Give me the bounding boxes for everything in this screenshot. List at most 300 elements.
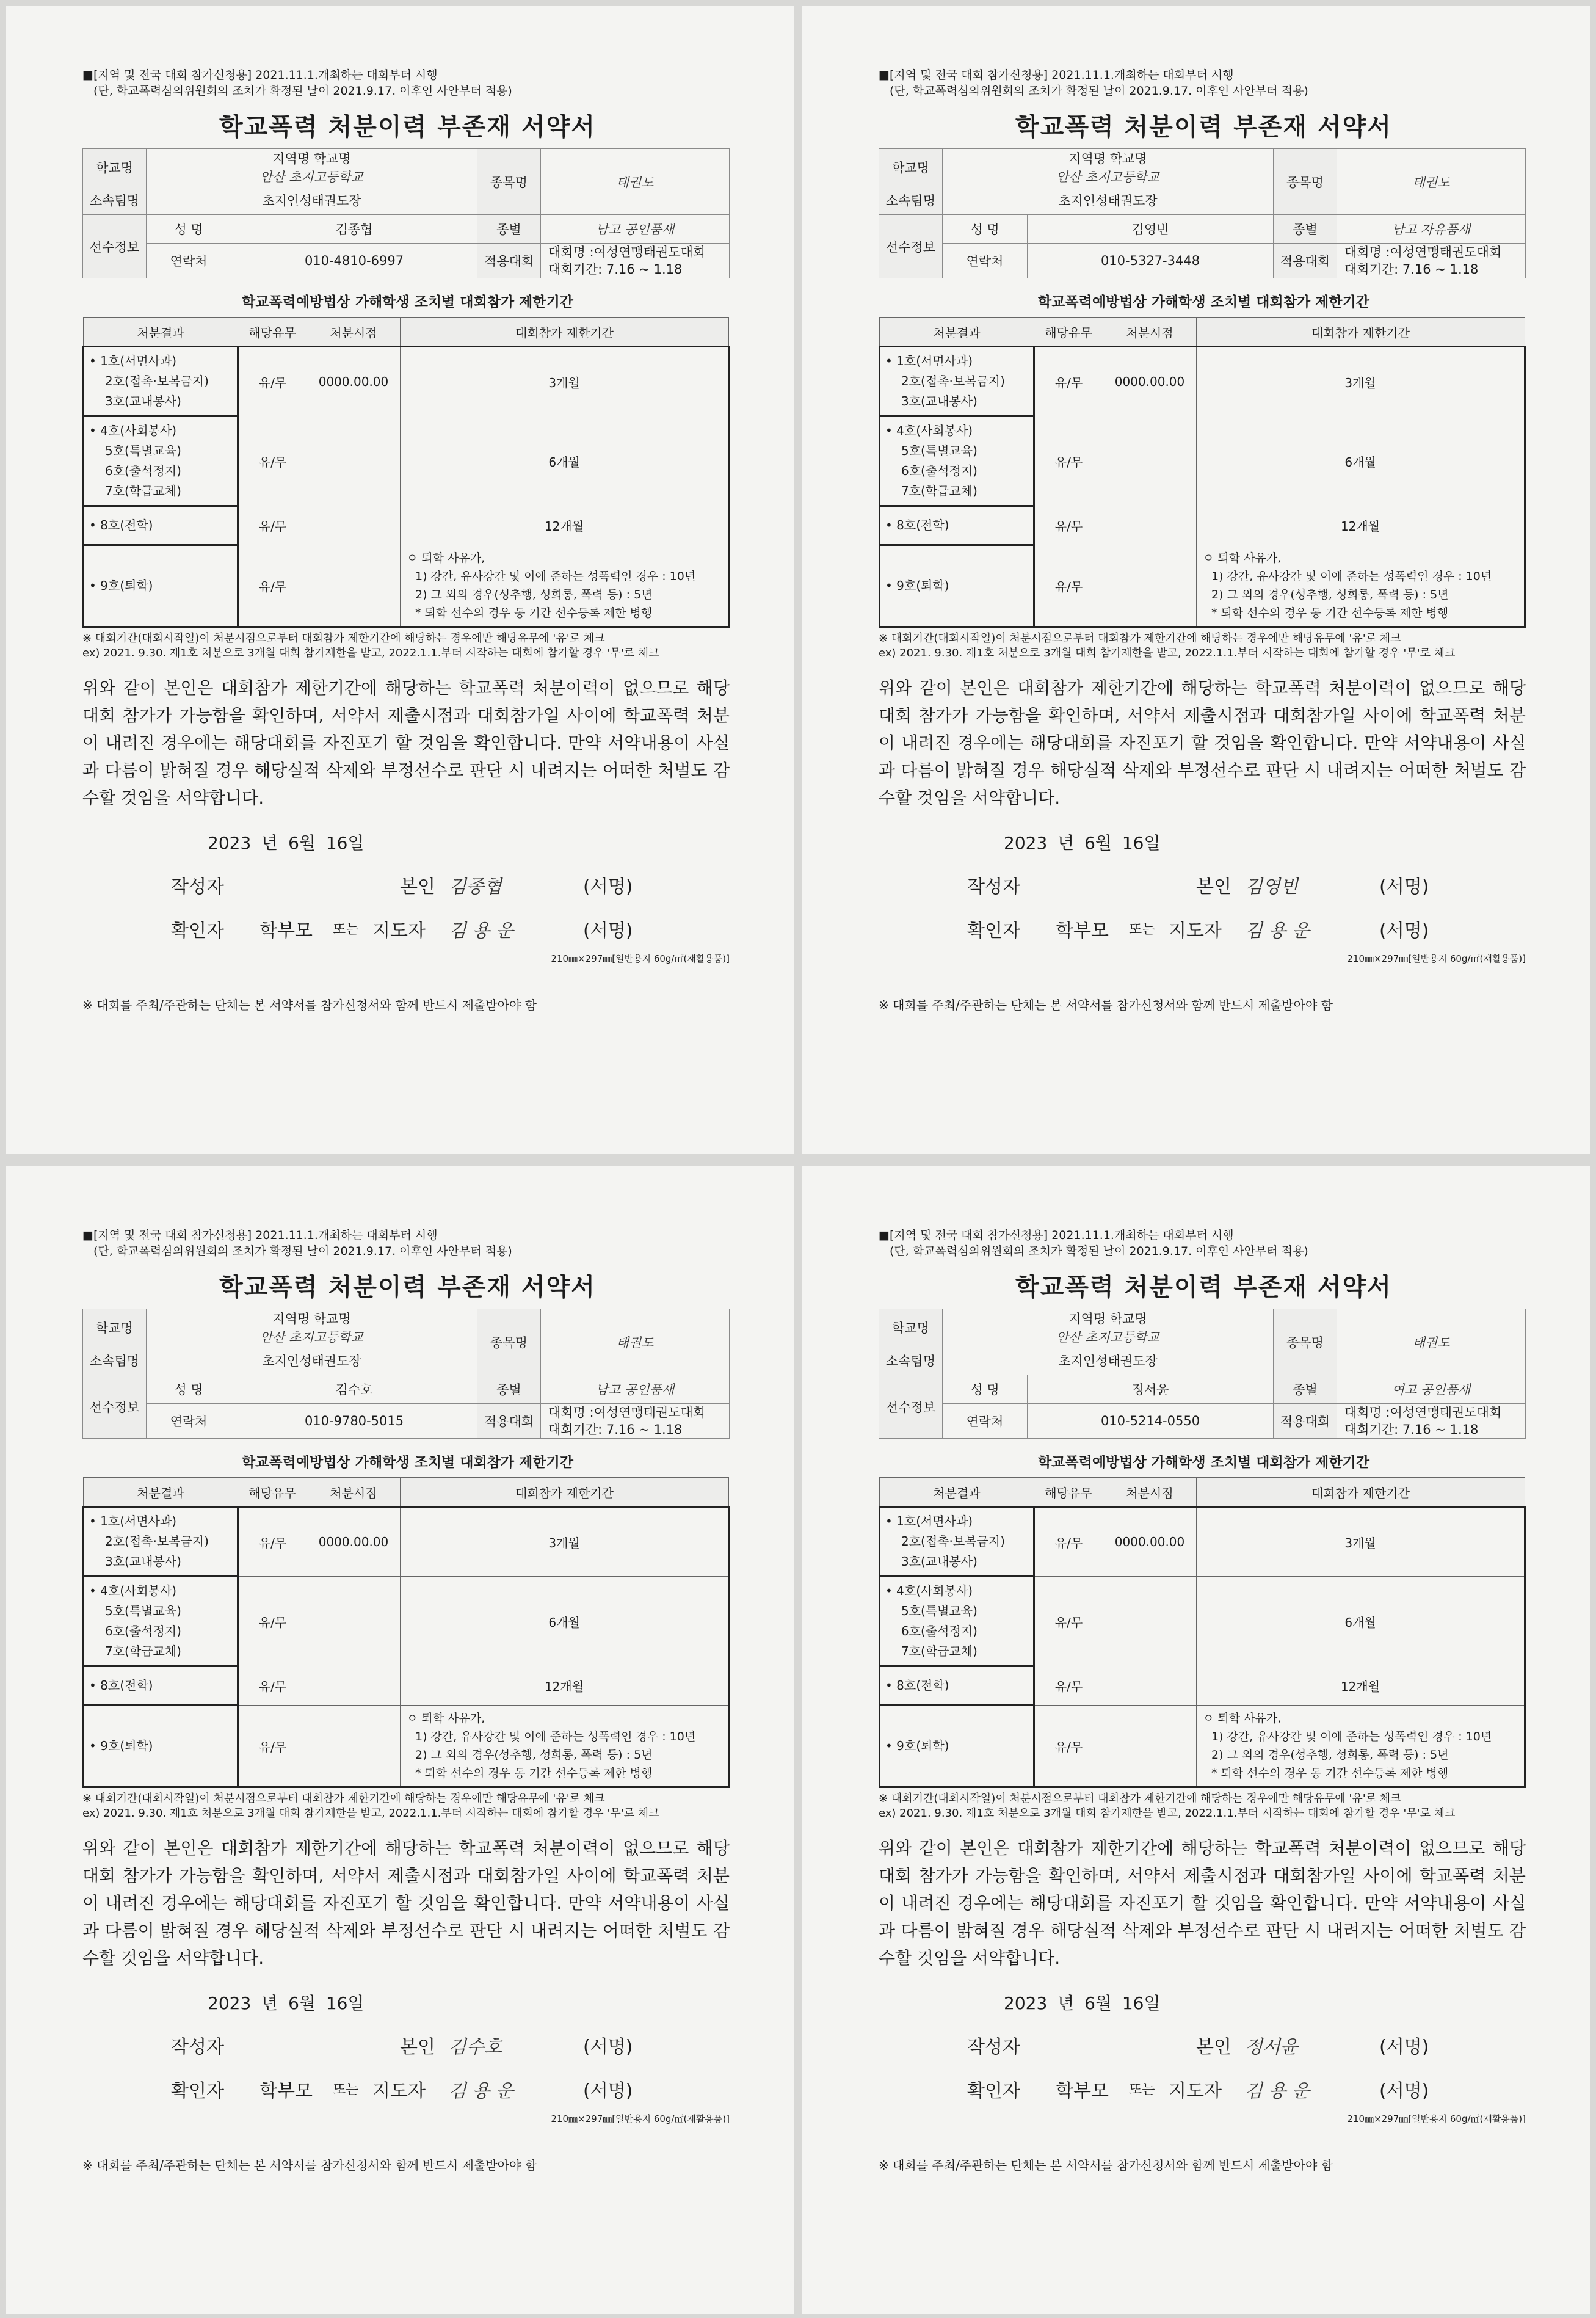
paper-spec: 210㎜×297㎜[일반용지 60g/㎡(재활용품)] (1347, 953, 1526, 964)
form-header (879, 1227, 1529, 1259)
disposition-codes (880, 545, 1034, 627)
form-footer: ※ 대회를 주최/주관하는 단체는 본 서약서를 참가신청서와 함께 반드시 제출받아야 함 (82, 998, 537, 1012)
disposition-date (307, 416, 401, 506)
sign-label: (서명) (1379, 876, 1429, 898)
competition-value (541, 1404, 730, 1439)
restriction-period: 3개월 (401, 1507, 729, 1577)
school-value (943, 149, 1274, 186)
writer-label: 작성자 (171, 876, 224, 898)
self-signature: 김수호 (449, 2036, 502, 2058)
restriction-period: 6개월 (1197, 1577, 1525, 1666)
school-line2: 안산 초지고등학교 (260, 170, 363, 184)
category-label: 종별 (1274, 215, 1337, 244)
event-label: 종목명 (1274, 149, 1337, 215)
expulsion-line: * 퇴학 선수의 경우 동 기간 선수등록 제한 병행 (1211, 606, 1449, 620)
disposition-codes (84, 1666, 238, 1706)
note-line: ※ 대회기간(대회시작일)이 처분시점으로부터 대회참가 제한기간에 해당하는 경우에만 해당유무에 '유'로 체크 (82, 632, 605, 645)
team-value: 초지인성태권도장 (147, 186, 477, 215)
contact-label: 연락처 (943, 244, 1028, 278)
expulsion-restriction (1197, 1706, 1525, 1787)
competition-value (541, 244, 730, 278)
pledge-body: 위와 같이 본인은 대회참가 제한기간에 해당하는 학교폭력 처분이력이 없으므로 해당 대회 참가가 가능함을 확인하며, 서약서 제출시점과 대회참가일 사이에 학교폭력 처분이 내려진 경우에는 해당대회를 자진포기 할 것임을 확인합니다. 만약 서약내용이 사실과 다름이 밝혀질 경우 해당실적 삭제와 부정선수로 판단 시 내려지는 어떠한 처벌도 감수할 것임을 서약합니다. (879, 678, 1526, 808)
coach-label: 지도자 (1169, 2080, 1222, 2102)
table-note (82, 1792, 733, 1821)
name-label: 성 명 (943, 215, 1028, 244)
expulsion-line: 1) 강간, 유사강간 및 이에 준하는 성폭력인 경우 : 10년 (1211, 1730, 1492, 1743)
header-line2: (단, 학교폭력심의위원회의 조치가 확정된 날이 2021.9.17. 이후인 사안부터 적용) (890, 1244, 1308, 1258)
applicable-check: 유/무 (1034, 1577, 1103, 1666)
disposition-codes (880, 1706, 1034, 1787)
disposition-table-title: 학교폭력예방법상 가해학생 조치별 대회참가 제한기간 (241, 1455, 574, 1470)
table-row (84, 506, 729, 545)
table-row (880, 1577, 1525, 1666)
table-row (880, 1706, 1525, 1787)
expulsion-restriction (401, 1706, 729, 1787)
form-header (82, 67, 733, 99)
competition-name: 대회명 :여성연맹태권도대회 (1344, 1405, 1502, 1420)
header-line1: ■[지역 및 전국 대회 참가신청용] 2021.11.1.개최하는 대회부터 시행 (879, 1229, 1234, 1242)
code-item: • 9호(퇴학) (885, 1738, 949, 1753)
competition-value (1337, 244, 1526, 278)
contact-value: 010-5327-3448 (1028, 244, 1274, 278)
applicable-check: 유/무 (1034, 347, 1103, 416)
disposition-date (1103, 1706, 1197, 1787)
parent-label: 학부모 (259, 2080, 313, 2102)
form-title: 학교폭력 처분이력 부존재 서약서 (1015, 113, 1392, 141)
col-header: 처분시점 (1103, 318, 1197, 347)
applicable-check: 유/무 (238, 1666, 307, 1706)
restriction-period: 6개월 (401, 1577, 729, 1666)
restriction-period: 3개월 (1197, 347, 1525, 416)
code-item: • 9호(퇴학) (89, 1738, 153, 1753)
team-label: 소속팀명 (879, 186, 943, 215)
self-label: 본인 (400, 2036, 435, 2058)
code-item: 7호(학급교체) (901, 484, 978, 498)
confirmer-label: 확인자 (171, 920, 224, 942)
table-row (84, 416, 729, 506)
table-row (84, 1666, 729, 1706)
team-label: 소속팀명 (83, 186, 147, 215)
disposition-codes (880, 1666, 1034, 1706)
school-line1: 지역명 학교명 (272, 151, 351, 166)
table-row (880, 416, 1525, 506)
team-value: 초지인성태권도장 (943, 186, 1274, 215)
name-label: 성 명 (147, 215, 231, 244)
table-row (880, 506, 1525, 545)
restriction-period: 6개월 (1197, 416, 1525, 506)
disposition-date: 0000.00.00 (1103, 1507, 1197, 1577)
restriction-period: 3개월 (1197, 1507, 1525, 1577)
code-item: 2호(접촉·보복금지) (105, 374, 209, 388)
code-item: • 8호(전학) (885, 1678, 949, 1693)
contact-label: 연락처 (147, 244, 231, 278)
or-label: 또는 (333, 922, 359, 937)
applicable-check: 유/무 (238, 506, 307, 545)
school-line1: 지역명 학교명 (1068, 151, 1147, 166)
coach-signature: 김 용 운 (449, 2080, 514, 2102)
pledge-form (6, 6, 794, 1154)
col-header: 처분시점 (1103, 1478, 1197, 1507)
team-label: 소속팀명 (879, 1346, 943, 1375)
competition-label: 적용대회 (1274, 1404, 1337, 1439)
coach-label: 지도자 (1169, 920, 1222, 942)
disposition-date: 0000.00.00 (307, 347, 401, 416)
note-line: ※ 대회기간(대회시작일)이 처분시점으로부터 대회참가 제한기간에 해당하는 경우에만 해당유무에 '유'로 체크 (879, 632, 1401, 645)
note-line: ※ 대회기간(대회시작일)이 처분시점으로부터 대회참가 제한기간에 해당하는 경우에만 해당유무에 '유'로 체크 (879, 1792, 1401, 1805)
form-header (879, 67, 1529, 99)
note-line: ex) 2021. 9.30. 제1호 처분으로 3개월 대회 참가제한을 받고, 2022.1.1.부터 시작하는 대회에 참가할 경우 '무'로 체크 (879, 1807, 1456, 1820)
disposition-date (1103, 416, 1197, 506)
competition-name: 대회명 :여성연맹태권도대회 (548, 1405, 706, 1420)
col-header: 처분결과 (880, 318, 1034, 347)
applicable-check: 유/무 (1034, 545, 1103, 627)
disposition-table (82, 317, 730, 628)
table-row (880, 1666, 1525, 1706)
competition-name: 대회명 :여성연맹태권도대회 (1344, 245, 1502, 260)
code-item: • 1호(서면사과) (89, 1514, 177, 1528)
contact-label: 연락처 (147, 1404, 231, 1439)
code-item: 6호(출석정지) (105, 1624, 181, 1638)
school-value (147, 149, 477, 186)
table-row (84, 1507, 729, 1577)
athlete-info-label: 선수정보 (83, 1375, 147, 1439)
self-signature: 정서윤 (1245, 2036, 1298, 2058)
code-item: 7호(학급교체) (105, 484, 181, 498)
category-label: 종별 (1274, 1375, 1337, 1404)
parent-label: 학부모 (1056, 2080, 1109, 2102)
disposition-table (879, 1477, 1526, 1788)
school-label: 학교명 (83, 1309, 147, 1346)
category-label: 종별 (477, 215, 541, 244)
disposition-date (1103, 1577, 1197, 1666)
school-value (147, 1309, 477, 1346)
confirmer-row (82, 915, 733, 942)
restriction-period: 12개월 (1197, 1666, 1525, 1706)
code-item: • 1호(서면사과) (885, 354, 973, 368)
sign-label: (서명) (583, 920, 633, 942)
competition-period: 대회기간: 7.16 ~ 1.18 (548, 262, 683, 277)
athlete-name: 정서윤 (1028, 1375, 1274, 1404)
expulsion-line: ㅇ 퇴학 사유가, (1203, 1712, 1282, 1725)
table-row (84, 545, 729, 627)
table-note (879, 1792, 1529, 1821)
disposition-table-title: 학교폭력예방법상 가해학생 조치별 대회참가 제한기간 (1037, 294, 1370, 310)
code-item: 6호(출석정지) (901, 463, 978, 478)
disposition-date: 0000.00.00 (307, 1507, 401, 1577)
col-header: 해당유무 (238, 1478, 307, 1507)
contact-value: 010-5214-0550 (1028, 1404, 1274, 1439)
disposition-codes (84, 545, 238, 627)
coach-label: 지도자 (372, 2080, 426, 2102)
disposition-codes (84, 1507, 238, 1577)
applicable-check: 유/무 (1034, 1706, 1103, 1787)
expulsion-line: ㅇ 퇴학 사유가, (407, 1712, 485, 1725)
code-item: • 1호(서면사과) (89, 354, 177, 368)
form-footer: ※ 대회를 주최/주관하는 단체는 본 서약서를 참가신청서와 함께 반드시 제출받아야 함 (879, 998, 1333, 1012)
code-item: 3호(교내봉사) (105, 394, 181, 409)
contact-value: 010-9780-5015 (231, 1404, 477, 1439)
header-line1: ■[지역 및 전국 대회 참가신청용] 2021.11.1.개최하는 대회부터 시행 (82, 1229, 438, 1242)
event-value: 태권도 (1337, 1309, 1526, 1375)
code-item: 6호(출석정지) (105, 463, 181, 478)
disposition-codes (84, 1577, 238, 1666)
expulsion-line: 1) 강간, 유사강간 및 이에 준하는 성폭력인 경우 : 10년 (1211, 570, 1492, 583)
header-line1: ■[지역 및 전국 대회 참가신청용] 2021.11.1.개최하는 대회부터 시행 (879, 68, 1234, 82)
disposition-date (307, 1666, 401, 1706)
info-table (879, 148, 1526, 278)
col-header: 처분시점 (307, 1478, 401, 1507)
restriction-period: 3개월 (401, 347, 729, 416)
sign-label: (서명) (1379, 920, 1429, 942)
expulsion-restriction (1197, 545, 1525, 627)
writer-label: 작성자 (967, 876, 1020, 898)
restriction-period: 12개월 (401, 506, 729, 545)
disposition-table (879, 317, 1526, 628)
code-item: 2호(접촉·보복금지) (105, 1534, 209, 1549)
code-item: • 9호(퇴학) (89, 578, 153, 593)
team-value: 초지인성태권도장 (943, 1346, 1274, 1375)
competition-label: 적용대회 (1274, 244, 1337, 278)
or-label: 또는 (1129, 922, 1155, 937)
pledge-form (802, 1166, 1590, 2314)
form-footer: ※ 대회를 주최/주관하는 단체는 본 서약서를 참가신청서와 함께 반드시 제출받아야 함 (879, 2158, 1333, 2173)
code-item: 5호(특별교육) (105, 1604, 181, 1618)
expulsion-line: 1) 강간, 유사강간 및 이에 준하는 성폭력인 경우 : 10년 (415, 570, 696, 583)
disposition-codes (880, 416, 1034, 506)
parent-label: 학부모 (1056, 920, 1109, 942)
school-line2: 안산 초지고등학교 (1056, 1330, 1159, 1345)
disposition-codes (84, 416, 238, 506)
competition-period: 대회기간: 7.16 ~ 1.18 (1344, 1422, 1479, 1437)
disposition-codes (880, 347, 1034, 416)
confirmer-row (879, 2076, 1529, 2102)
col-header: 대회참가 제한기간 (401, 1478, 729, 1507)
info-table (879, 1309, 1526, 1439)
team-value: 초지인성태권도장 (147, 1346, 477, 1375)
code-item: • 8호(전학) (89, 1678, 153, 1693)
applicable-check: 유/무 (238, 416, 307, 506)
applicable-check: 유/무 (1034, 1666, 1103, 1706)
paper-spec: 210㎜×297㎜[일반용지 60g/㎡(재활용품)] (551, 2113, 730, 2124)
coach-signature: 김 용 운 (1245, 2080, 1310, 2102)
school-value (943, 1309, 1274, 1346)
col-header: 대회참가 제한기간 (401, 318, 729, 347)
confirmer-row (879, 915, 1529, 942)
expulsion-line: * 퇴학 선수의 경우 동 기간 선수등록 제한 병행 (1211, 1767, 1449, 1780)
school-label: 학교명 (879, 1309, 943, 1346)
writer-row (82, 2032, 733, 2058)
self-signature: 김종협 (449, 876, 502, 898)
col-header: 대회참가 제한기간 (1197, 1478, 1525, 1507)
note-line: ex) 2021. 9.30. 제1호 처분으로 3개월 대회 참가제한을 받고, 2022.1.1.부터 시작하는 대회에 참가할 경우 '무'로 체크 (82, 647, 659, 659)
disposition-codes (880, 506, 1034, 545)
col-header: 처분결과 (84, 1478, 238, 1507)
event-value: 태권도 (1337, 149, 1526, 215)
table-note (879, 631, 1529, 661)
category-value: 남고 공인품새 (541, 215, 730, 244)
expulsion-line: ㅇ 퇴학 사유가, (407, 551, 485, 565)
restriction-period: 6개월 (401, 416, 729, 506)
disposition-date (307, 545, 401, 627)
applicable-check: 유/무 (1034, 506, 1103, 545)
team-label: 소속팀명 (83, 1346, 147, 1375)
expulsion-line: 2) 그 외의 경우(성추행, 성희롱, 폭력 등) : 5년 (415, 588, 653, 601)
expulsion-line: 2) 그 외의 경우(성추행, 성희롱, 폭력 등) : 5년 (1211, 588, 1449, 601)
code-item: 7호(학급교체) (901, 1644, 978, 1659)
contact-label: 연락처 (943, 1404, 1028, 1439)
confirmer-label: 확인자 (967, 920, 1020, 942)
code-item: • 4호(사회봉사) (885, 423, 973, 438)
writer-label: 작성자 (171, 2036, 224, 2058)
col-header: 해당유무 (1034, 1478, 1103, 1507)
applicable-check: 유/무 (1034, 416, 1103, 506)
sign-label: (서명) (583, 2036, 633, 2058)
competition-label: 적용대회 (477, 1404, 541, 1439)
expulsion-line: 2) 그 외의 경우(성추행, 성희롱, 폭력 등) : 5년 (1211, 1748, 1449, 1762)
restriction-period: 12개월 (1197, 506, 1525, 545)
code-item: 7호(학급교체) (105, 1644, 181, 1659)
table-row (880, 347, 1525, 416)
table-note (82, 631, 733, 661)
disposition-date (307, 1577, 401, 1666)
signing-date: 2023 년 6월 16일 (1004, 1993, 1161, 2013)
code-item: 5호(특별교육) (901, 1604, 978, 1618)
name-label: 성 명 (943, 1375, 1028, 1404)
code-item: • 1호(서면사과) (885, 1514, 973, 1528)
disposition-date (1103, 1666, 1197, 1706)
col-header: 처분결과 (880, 1478, 1034, 1507)
competition-period: 대회기간: 7.16 ~ 1.18 (548, 1422, 683, 1437)
applicable-check: 유/무 (238, 1577, 307, 1666)
code-item: 3호(교내봉사) (901, 1554, 978, 1569)
competition-period: 대회기간: 7.16 ~ 1.18 (1344, 262, 1479, 277)
sign-label: (서명) (583, 2080, 633, 2102)
applicable-check: 유/무 (1034, 1507, 1103, 1577)
paper-spec: 210㎜×297㎜[일반용지 60g/㎡(재활용품)] (551, 953, 730, 964)
school-line1: 지역명 학교명 (1068, 1312, 1147, 1326)
athlete-name: 김영빈 (1028, 215, 1274, 244)
school-line1: 지역명 학교명 (272, 1312, 351, 1326)
note-line: ※ 대회기간(대회시작일)이 처분시점으로부터 대회참가 제한기간에 해당하는 경우에만 해당유무에 '유'로 체크 (82, 1792, 605, 1805)
athlete-info-label: 선수정보 (879, 215, 943, 278)
disposition-codes (84, 347, 238, 416)
competition-name: 대회명 :여성연맹태권도대회 (548, 245, 706, 260)
header-line2: (단, 학교폭력심의위원회의 조치가 확정된 날이 2021.9.17. 이후인 사안부터 적용) (93, 1244, 512, 1258)
form-footer: ※ 대회를 주최/주관하는 단체는 본 서약서를 참가신청서와 함께 반드시 제출받아야 함 (82, 2158, 537, 2173)
school-label: 학교명 (879, 149, 943, 186)
code-item: 5호(특별교육) (105, 443, 181, 458)
applicable-check: 유/무 (238, 1706, 307, 1787)
code-item: 3호(교내봉사) (105, 1554, 181, 1569)
or-label: 또는 (333, 2082, 359, 2098)
paper-spec: 210㎜×297㎜[일반용지 60g/㎡(재활용품)] (1347, 2113, 1526, 2124)
confirmer-label: 확인자 (967, 2080, 1020, 2102)
pledge-body: 위와 같이 본인은 대회참가 제한기간에 해당하는 학교폭력 처분이력이 없으므로 해당 대회 참가가 가능함을 확인하며, 서약서 제출시점과 대회참가일 사이에 학교폭력 처분이 내려진 경우에는 해당대회를 자진포기 할 것임을 확인합니다. 만약 서약내용이 사실과 다름이 밝혀질 경우 해당실적 삭제와 부정선수로 판단 시 내려지는 어떠한 처벌도 감수할 것임을 서약합니다. (879, 1838, 1526, 1968)
athlete-info-label: 선수정보 (879, 1375, 943, 1439)
writer-row (82, 871, 733, 898)
code-item: 2호(접촉·보복금지) (901, 374, 1005, 388)
event-value: 태권도 (541, 149, 730, 215)
athlete-name: 김종협 (231, 215, 477, 244)
col-header: 처분결과 (84, 318, 238, 347)
expulsion-line: 1) 강간, 유사강간 및 이에 준하는 성폭력인 경우 : 10년 (415, 1730, 696, 1743)
code-item: 6호(출석정지) (901, 1624, 978, 1638)
writer-label: 작성자 (967, 2036, 1020, 2058)
writer-row (879, 2032, 1529, 2058)
applicable-check: 유/무 (238, 347, 307, 416)
athlete-info-label: 선수정보 (83, 215, 147, 278)
code-item: • 8호(전학) (89, 518, 153, 532)
sign-label: (서명) (583, 876, 633, 898)
athlete-name: 김수호 (231, 1375, 477, 1404)
disposition-date (307, 1706, 401, 1787)
signing-date: 2023 년 6월 16일 (208, 1993, 365, 2013)
event-label: 종목명 (1274, 1309, 1337, 1375)
note-line: ex) 2021. 9.30. 제1호 처분으로 3개월 대회 참가제한을 받고, 2022.1.1.부터 시작하는 대회에 참가할 경우 '무'로 체크 (879, 647, 1456, 659)
signing-date: 2023 년 6월 16일 (208, 833, 365, 853)
header-line2: (단, 학교폭력심의위원회의 조치가 확정된 날이 2021.9.17. 이후인 사안부터 적용) (890, 84, 1308, 98)
competition-value (1337, 1404, 1526, 1439)
table-row (880, 545, 1525, 627)
table-row (84, 1706, 729, 1787)
coach-signature: 김 용 운 (1245, 920, 1310, 942)
applicable-check: 유/무 (238, 545, 307, 627)
code-item: • 4호(사회봉사) (89, 423, 177, 438)
expulsion-line: * 퇴학 선수의 경우 동 기간 선수등록 제한 병행 (415, 1767, 653, 1780)
form-title: 학교폭력 처분이력 부존재 서약서 (219, 113, 596, 141)
self-label: 본인 (1196, 876, 1231, 898)
disposition-date (1103, 545, 1197, 627)
disposition-codes (880, 1507, 1034, 1577)
school-line2: 안산 초지고등학교 (1056, 170, 1159, 184)
event-label: 종목명 (477, 1309, 541, 1375)
disposition-table-title: 학교폭력예방법상 가해학생 조치별 대회참가 제한기간 (241, 294, 574, 310)
sign-label: (서명) (1379, 2080, 1429, 2102)
expulsion-line: ㅇ 퇴학 사유가, (1203, 551, 1282, 565)
table-row (84, 1577, 729, 1666)
pledge-body: 위와 같이 본인은 대회참가 제한기간에 해당하는 학교폭력 처분이력이 없으므로 해당 대회 참가가 가능함을 확인하며, 서약서 제출시점과 대회참가일 사이에 학교폭력 처분이 내려진 경우에는 해당대회를 자진포기 할 것임을 확인합니다. 만약 서약내용이 사실과 다름이 밝혀질 경우 해당실적 삭제와 부정선수로 판단 시 내려지는 어떠한 처벌도 감수할 것임을 서약합니다. (82, 678, 730, 808)
col-header: 대회참가 제한기간 (1197, 318, 1525, 347)
pledge-body: 위와 같이 본인은 대회참가 제한기간에 해당하는 학교폭력 처분이력이 없으므로 해당 대회 참가가 가능함을 확인하며, 서약서 제출시점과 대회참가일 사이에 학교폭력 처분이 내려진 경우에는 해당대회를 자진포기 할 것임을 확인합니다. 만약 서약내용이 사실과 다름이 밝혀질 경우 해당실적 삭제와 부정선수로 판단 시 내려지는 어떠한 처벌도 감수할 것임을 서약합니다. (82, 1838, 730, 1968)
self-label: 본인 (400, 876, 435, 898)
confirmer-label: 확인자 (171, 2080, 224, 2102)
table-row (880, 1507, 1525, 1577)
disposition-codes (880, 1577, 1034, 1666)
category-label: 종별 (477, 1375, 541, 1404)
code-item: • 8호(전학) (885, 518, 949, 532)
school-label: 학교명 (83, 149, 147, 186)
pledge-form (6, 1166, 794, 2314)
category-value: 남고 자유품새 (1337, 215, 1526, 244)
col-header: 해당유무 (1034, 318, 1103, 347)
competition-label: 적용대회 (477, 244, 541, 278)
code-item: • 9호(퇴학) (885, 578, 949, 593)
col-header: 처분시점 (307, 318, 401, 347)
restriction-period: 12개월 (401, 1666, 729, 1706)
table-row (84, 347, 729, 416)
sign-label: (서명) (1379, 2036, 1429, 2058)
form-title: 학교폭력 처분이력 부존재 서약서 (1015, 1273, 1392, 1301)
parent-label: 학부모 (259, 920, 313, 942)
coach-signature: 김 용 운 (449, 920, 514, 942)
disposition-date: 0000.00.00 (1103, 347, 1197, 416)
self-label: 본인 (1196, 2036, 1231, 2058)
header-line1: ■[지역 및 전국 대회 참가신청용] 2021.11.1.개최하는 대회부터 시행 (82, 68, 438, 82)
expulsion-line: 2) 그 외의 경우(성추행, 성희롱, 폭력 등) : 5년 (415, 1748, 653, 1762)
disposition-codes (84, 1706, 238, 1787)
disposition-date (307, 506, 401, 545)
col-header: 해당유무 (238, 318, 307, 347)
